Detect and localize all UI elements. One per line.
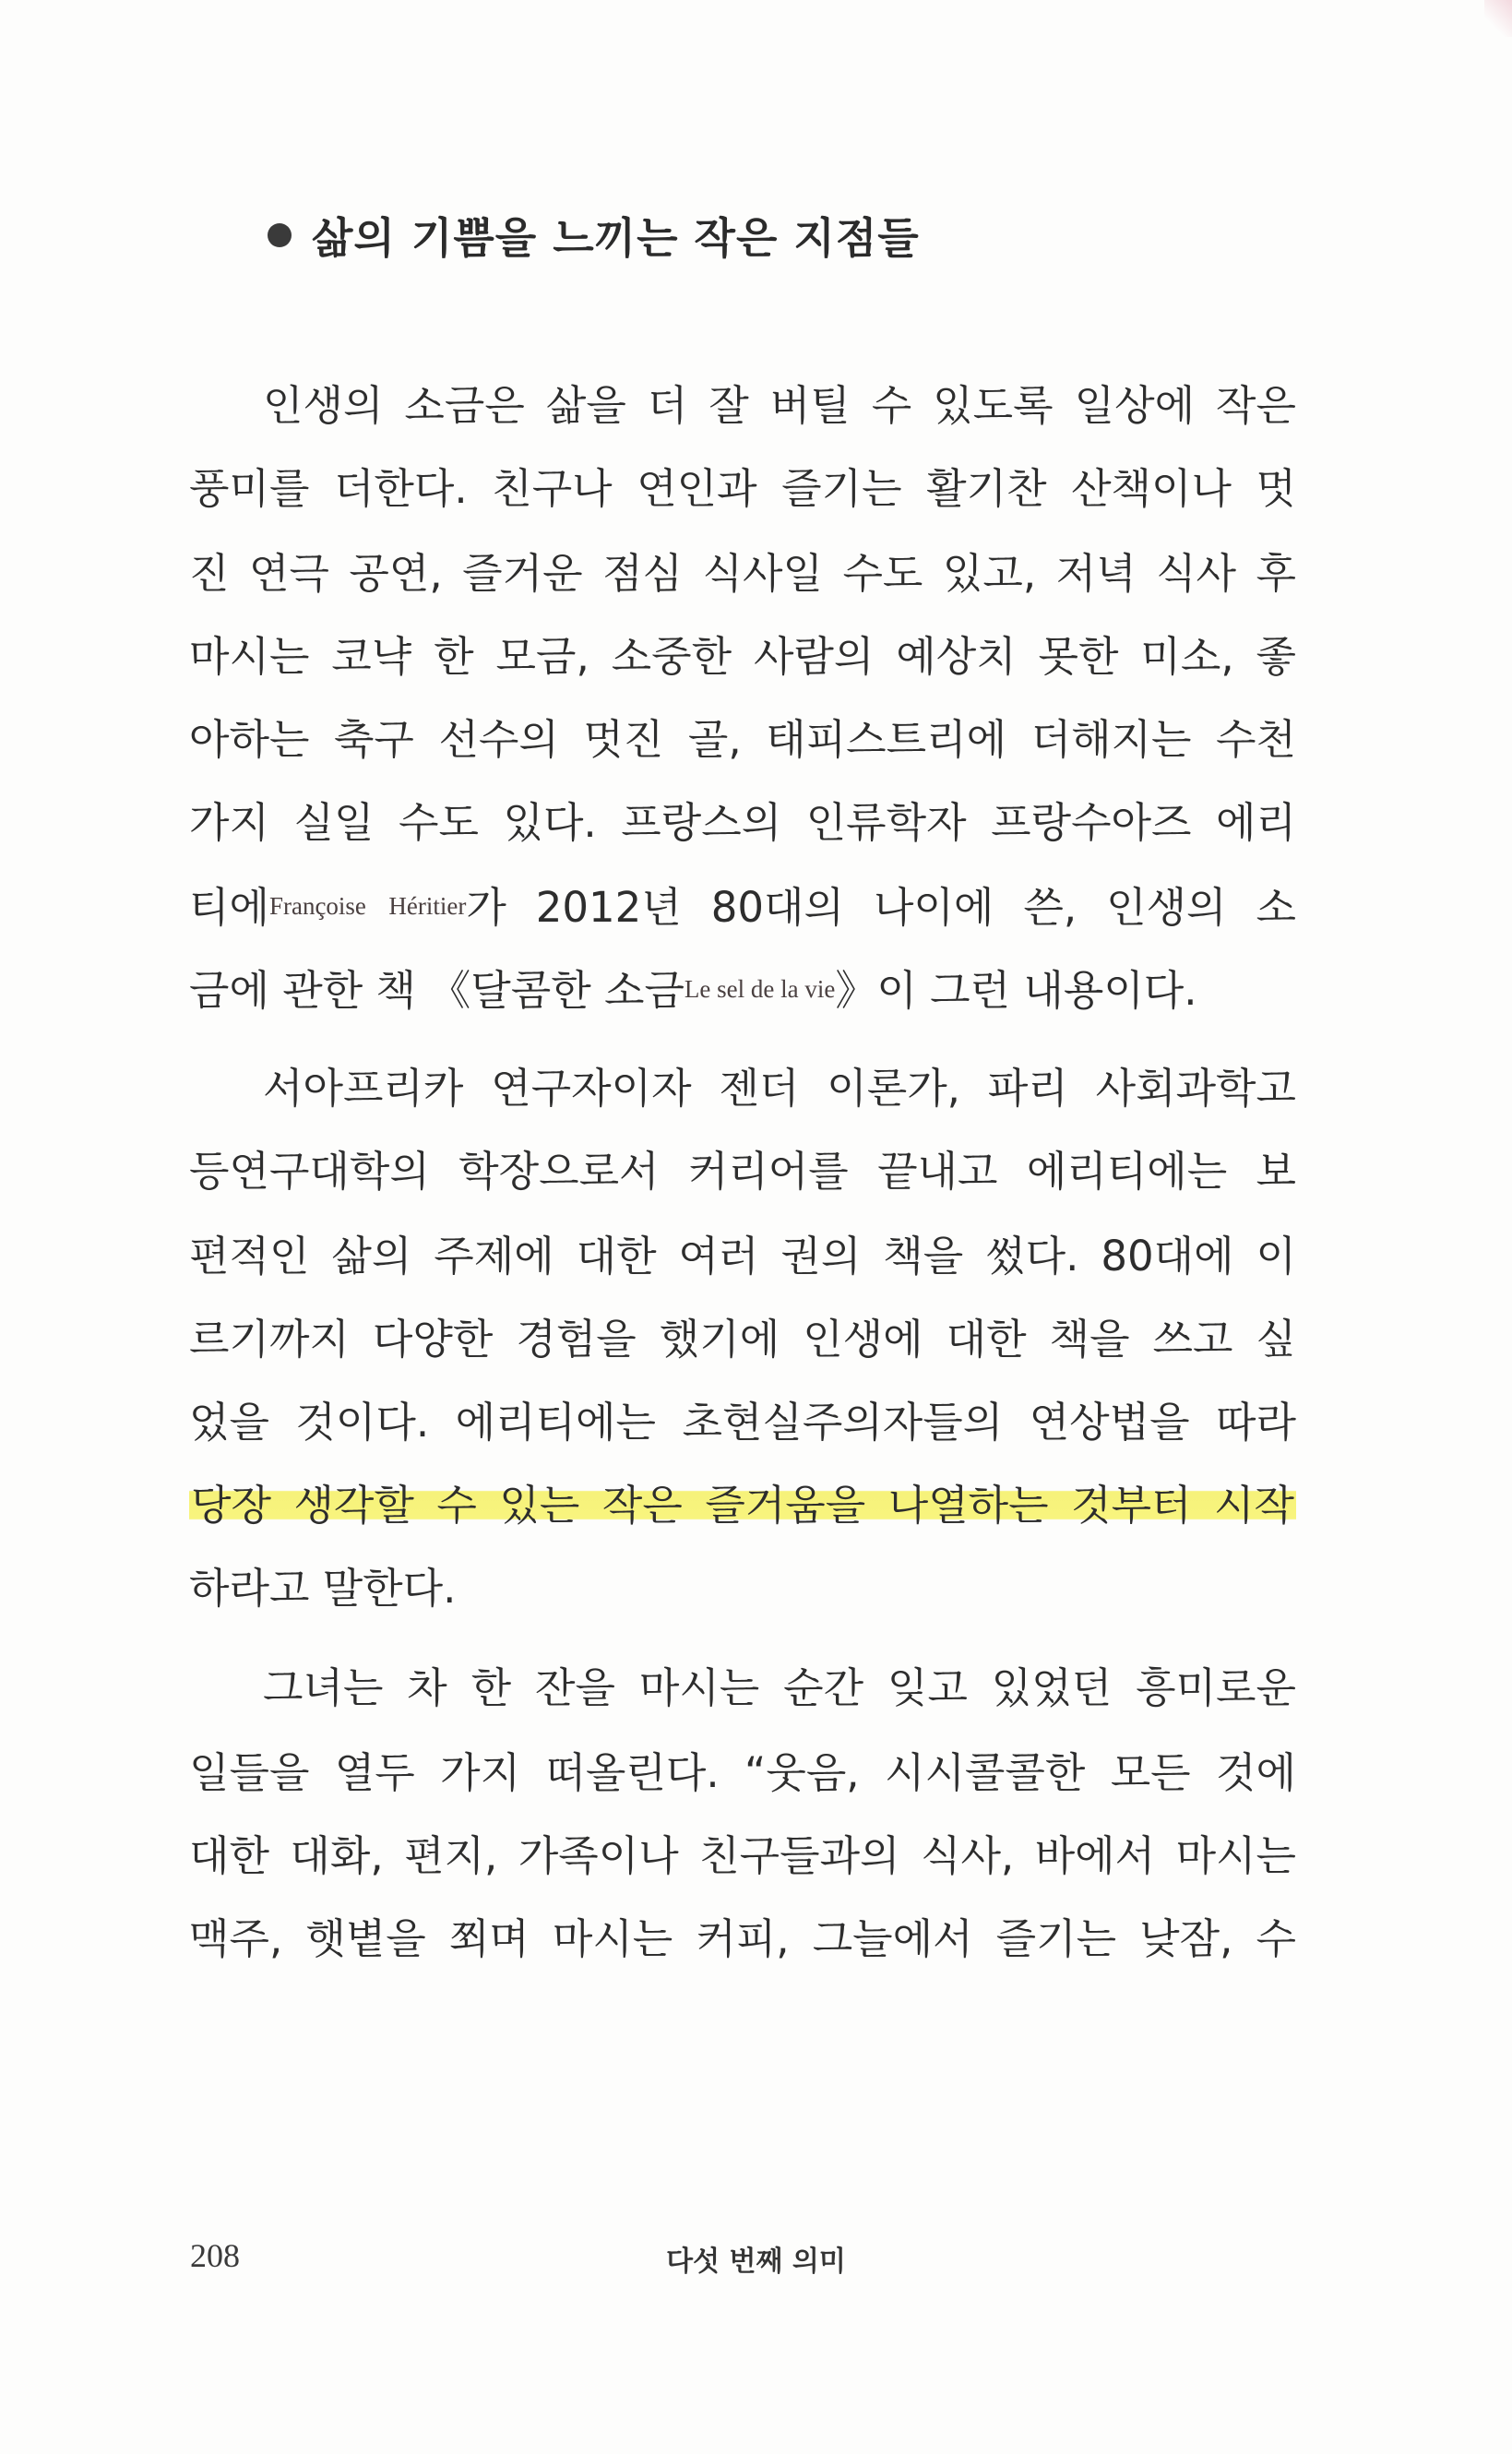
- text-line: 었을 것이다. 에리티에는 초현실주의자들의 연상법을 따라: [189, 1398, 1296, 1447]
- text-segment: 》이 그런 내용이다.: [835, 966, 1197, 1015]
- text-line: 그녀는 차 한 잔을 마시는 순간 잊고 있었던 흥미로운: [263, 1663, 1296, 1712]
- section-heading-text: 삶의 기쁨을 느끼는 작은 지점들: [312, 213, 920, 263]
- latin-name: Françoise Héritier: [268, 892, 467, 920]
- section-heading: [268, 205, 920, 266]
- text-line: 일들을 열두 가지 떠올린다. “웃음, 시시콜콜한 모든 것에: [189, 1748, 1296, 1797]
- page-number: 208: [190, 2237, 240, 2274]
- text-line: 하라고 말한다.: [189, 1564, 457, 1613]
- highlighted-line: [189, 1478, 1296, 1533]
- text-line: 서아프리카 연구자이자 젠더 이론가, 파리 사회과학고: [263, 1064, 1296, 1113]
- bullet-icon: [268, 223, 292, 247]
- text-segment: 가 2012년 80대의 나이에 쓴, 인생의 소: [466, 883, 1296, 932]
- text-line: 대한 대화, 편지, 가족이나 친구들과의 식사, 바에서 마시는: [189, 1831, 1296, 1880]
- text-line: 진 연극 공연, 즐거운 점심 식사일 수도 있고, 저녁 식사 후: [189, 549, 1296, 598]
- text-line: 풍미를 더한다. 친구나 연인과 즐기는 활기찬 산책이나 멋: [189, 464, 1296, 513]
- text-line: 맥주, 햇볕을 쬐며 마시는 커피, 그늘에서 즐기는 낮잠, 수: [189, 1914, 1296, 1963]
- text-line: [189, 961, 1296, 1017]
- text-line: 르기까지 다양한 경험을 했기에 인생에 대한 책을 쓰고 싶: [189, 1315, 1296, 1364]
- text-line: 등연구대학의 학장으로서 커리어를 끝내고 에리티에는 보: [189, 1147, 1296, 1196]
- highlight-marker: 당장 생각할 수 있는 작은 즐거움을 나열하는 것부터 시작: [191, 1481, 1294, 1530]
- latin-title: Le sel de la vie: [684, 975, 836, 1003]
- text-line: 인생의 소금은 삶을 더 잘 버틸 수 있도록 일상에 작은: [263, 381, 1297, 430]
- text-segment: 금에 관한 책 《달콤한 소금: [189, 966, 685, 1015]
- text-line: 아하는 축구 선수의 멋진 골, 태피스트리에 더해지는 수천: [189, 715, 1296, 764]
- page-corner-mark: [1484, 0, 1512, 37]
- text-line: 편적인 삶의 주제에 대한 여러 권의 책을 썼다. 80대에 이: [189, 1232, 1296, 1281]
- text-line: [189, 878, 1296, 934]
- running-title: 다섯 번째 의미: [666, 2246, 846, 2278]
- text-line: 마시는 코냑 한 모금, 소중한 사람의 예상치 못한 미소, 좋: [189, 632, 1296, 681]
- text-line: 가지 실일 수도 있다. 프랑스의 인류학자 프랑수아즈 에리: [189, 798, 1296, 847]
- text-segment: 티에: [189, 883, 269, 932]
